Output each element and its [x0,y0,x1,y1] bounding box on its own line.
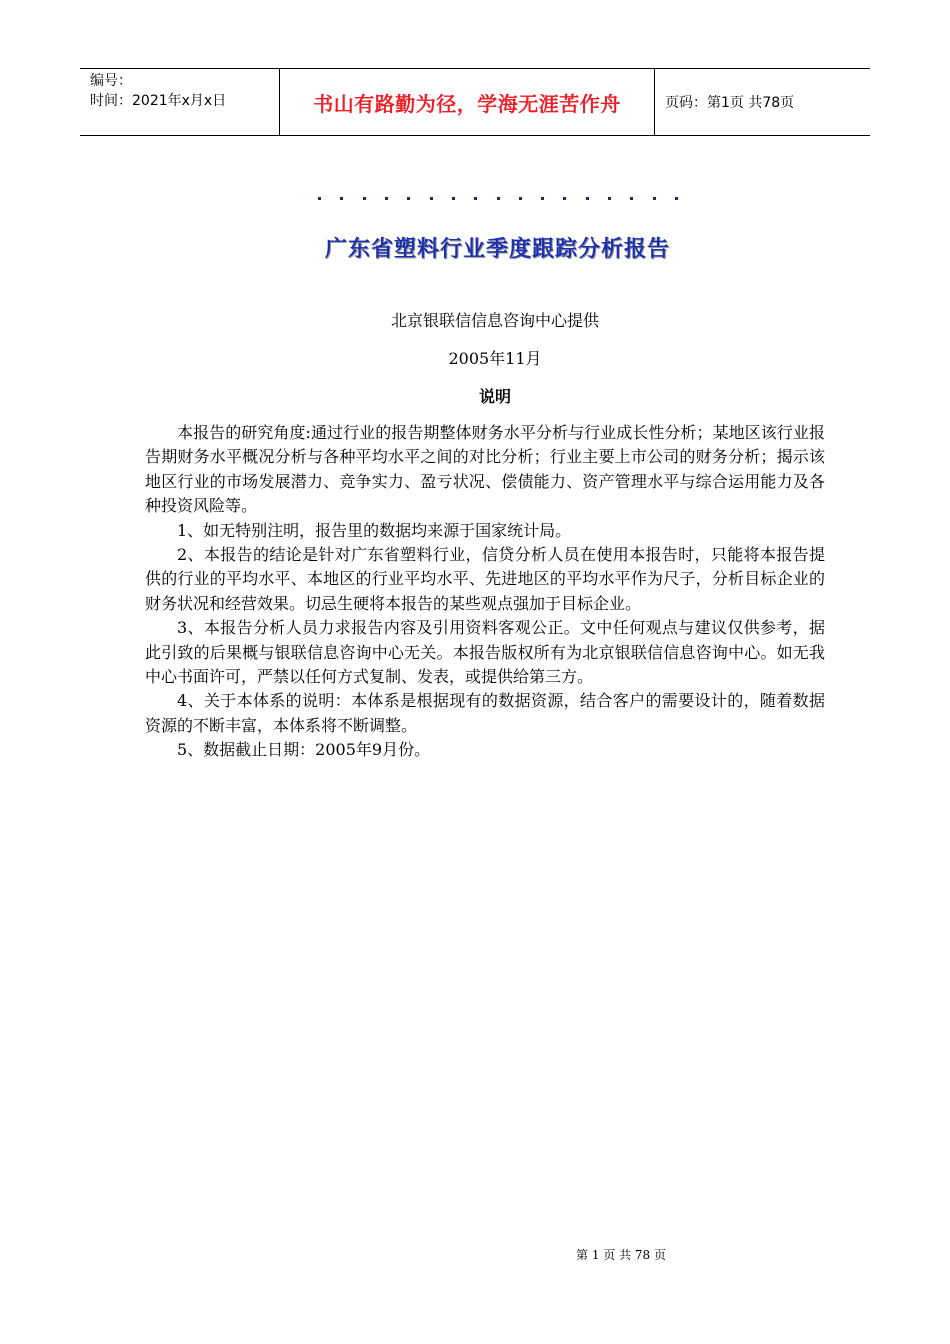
body-text [145,421,825,763]
dot [474,197,477,200]
dot [407,197,410,200]
motto: 书山有路勤为径，学海无涯苦作舟 [280,69,655,135]
dot [541,197,544,200]
dot [363,197,366,200]
dot [318,197,321,200]
dot [563,197,566,200]
section-title: 说明 [478,387,511,406]
page-footer: 第 1 页 共 78 页 [576,1248,666,1262]
report-title: 广东省塑料行业季度跟踪分析报告 [324,237,670,262]
dot [385,197,388,200]
paragraph: 5、数据截止日期：2005年9月份。 [177,740,431,760]
paragraph: 2、本报告的结论是针对广东省塑料行业，信贷分析人员在使用本报告时，只能将本报告提供的行业的平均水平、本地区的行业平均水平、先进地区的平均水平作为尺子，分析目标企业的财务状况和经营效果。切忌生硬将本报告的某些观点强加于目标企业。 [145,545,825,613]
dot [675,197,678,200]
time-label: 时间：2021年x月x日 [90,93,227,109]
header-table [80,68,870,136]
paragraph: 4、关于本体系的说明：本体系是根据现有的数据资源，结合客户的需要设计的，随着数据资源的不断丰富，本体系将不断调整。 [145,691,825,735]
dot [608,197,611,200]
dot [519,197,522,200]
provider: 北京银联信信息咨询中心提供 [390,311,599,330]
dot [586,197,589,200]
header-meta-cell [80,69,280,135]
paragraph: 3、本报告分析人员力求报告内容及引用资料客观公正。文中任何观点与建议仅供参考，据此引致的后果概与银联信息咨询中心无关。本报告版权所有为北京银联信信息咨询中心。如无我中心书面许可，严禁以任何方式复制、发表，或提供给第三方。 [145,618,825,687]
dot [452,197,455,200]
decorative-dots [318,197,678,200]
dot [497,197,500,200]
page-info: 页码：第1页 共78页 [665,95,795,111]
dot [653,197,656,200]
dot [430,197,433,200]
dot [630,197,633,200]
number-label: 编号： [90,73,132,89]
paragraph: 1、如无特别注明，报告里的数据均来源于国家统计局。 [177,520,572,540]
paragraph: 本报告的研究角度:通过行业的报告期整体财务水平分析与行业成长性分析；某地区该行业报告期财务水平概况分析与各种平均水平之间的对比分析；行业主要上市公司的财务分析；揭示该地区行业的市场发展潜力、竞争实力、盈亏状况、偿债能力、资产管理水平与综合运用能力及各种投资风险等。 [145,423,825,516]
dot [340,197,343,200]
report-date: 2005年11月 [448,349,542,368]
